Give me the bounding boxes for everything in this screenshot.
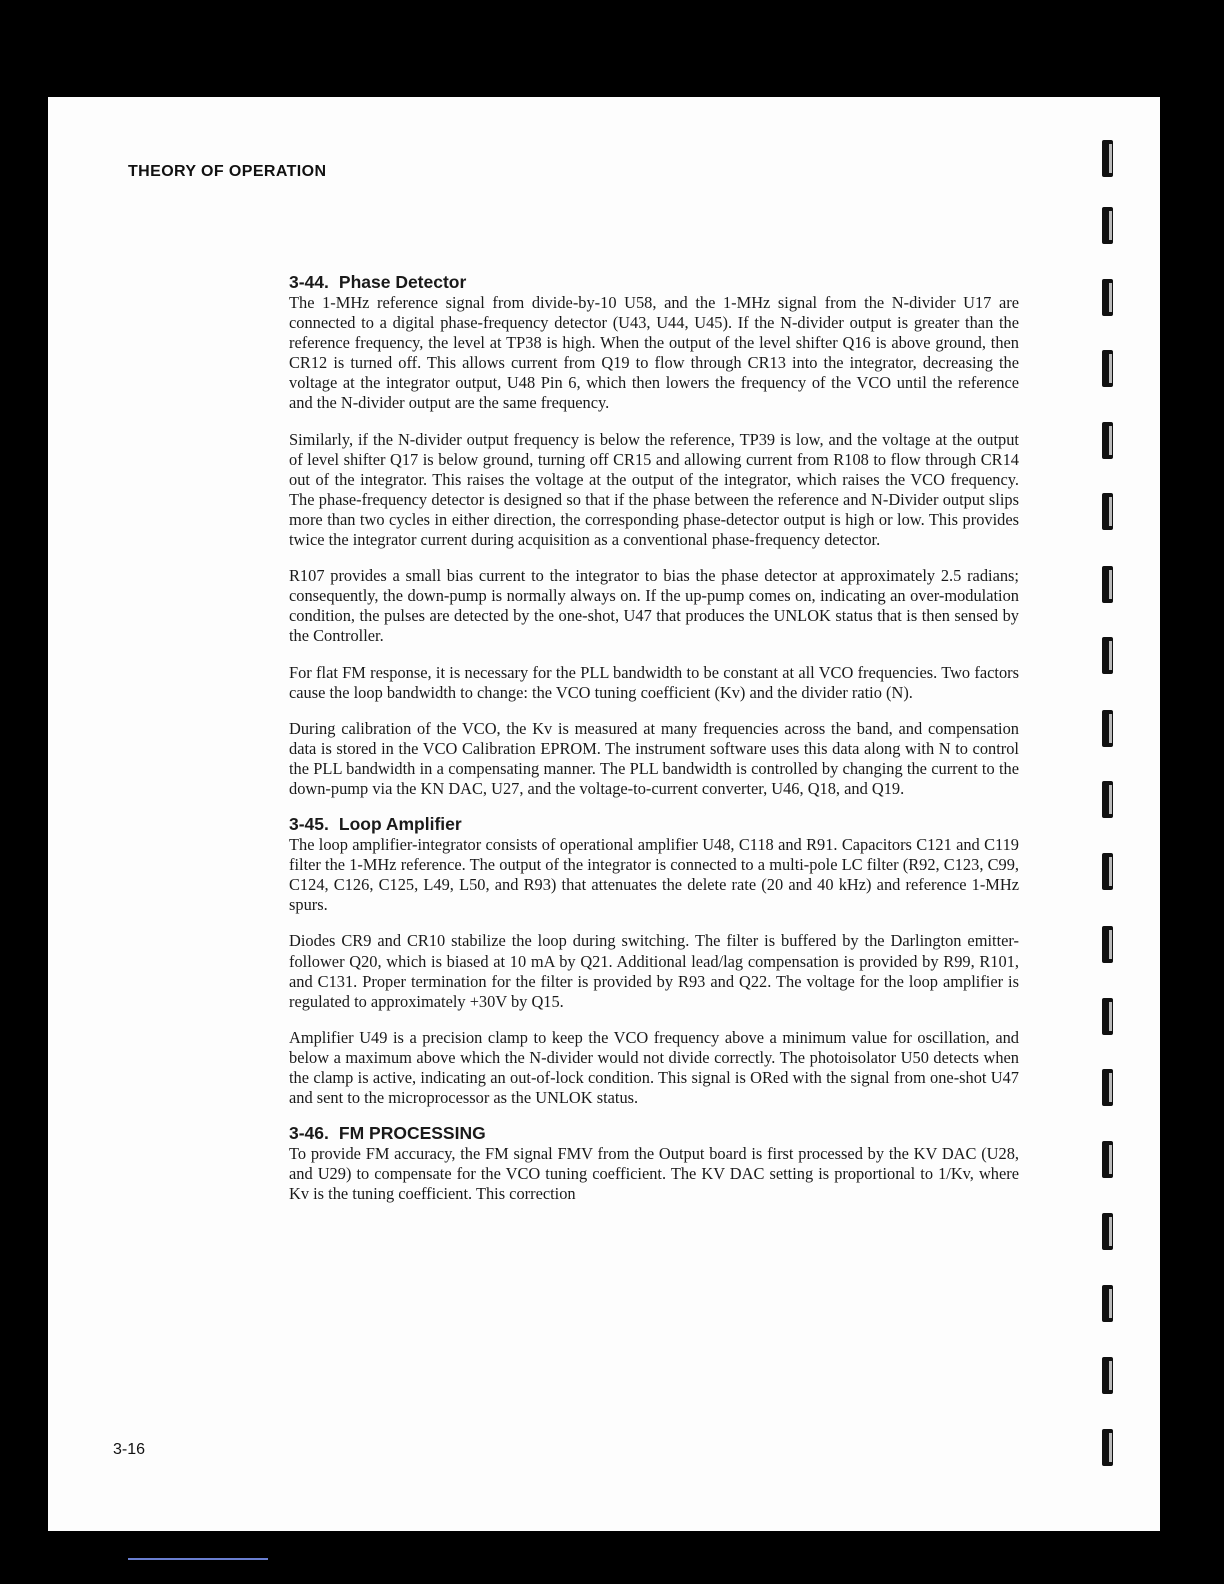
binder-mark [1102, 350, 1113, 387]
paragraph: R107 provides a small bias current to the integrator to bias the phase detector at approximately 2.5 radians; consequently, the down-pump is normally always on. If the up-pump comes on, indicating an over-modulation condition, the pulses are detected by the one-shot, U47 that produces the UNLOK status that is then sensed by the Controller. [289, 566, 1019, 646]
binder-tab-marks [1102, 97, 1122, 1531]
binder-mark [1102, 279, 1113, 316]
binder-mark [1102, 710, 1113, 747]
section-number: 3-45. [289, 814, 329, 835]
paragraph: Diodes CR9 and CR10 stabilize the loop during switching. The filter is buffered by the Darlington emitter-follower Q20, which is biased at 10 mA by Q21. Additional lead/lag compensation is provided by R99, R101, and C131. Proper termination for the filter is provided by R93 and Q22. The voltage for the loop amplifier is regulated to approximately +30V by Q15. [289, 931, 1019, 1011]
binder-mark [1102, 1069, 1113, 1106]
binder-mark [1102, 566, 1113, 603]
binder-mark [1102, 422, 1113, 459]
binder-mark [1102, 1429, 1113, 1466]
manual-page [48, 97, 1160, 1531]
section-title: Loop Amplifier [338, 814, 462, 835]
section-title: Phase Detector [338, 272, 467, 292]
paragraph: The loop amplifier-integrator consists of operational amplifier U48, C118 and R91. Capacitors C121 and C119 filter the 1-MHz reference. The output of the integrator is connected to a multi-pole LC filter (R92, C123, C99, C124, C126, C125, L49, L50, and R93) that attenuates the delete rate (20 and 40 kHz) and reference 1-MHz spurs. [289, 835, 1019, 915]
binder-mark [1102, 781, 1113, 818]
section-heading-loop-amplifier [289, 813, 1019, 835]
binder-mark [1102, 140, 1113, 177]
body-text [289, 271, 1019, 1220]
section-heading-fm-processing [289, 1122, 1019, 1144]
binder-mark [1102, 926, 1113, 963]
binder-mark [1102, 1357, 1113, 1394]
section-number: 3-44. [289, 272, 329, 292]
binder-mark [1102, 998, 1113, 1035]
scan-artifact-line [128, 1558, 268, 1560]
section-number: 3-46. [289, 1123, 329, 1144]
paragraph: Similarly, if the N-divider output frequency is below the reference, TP39 is low, and the voltage at the output of level shifter Q17 is below ground, turning off CR15 and allowing current from R108 to flow through CR14 out of the integrator. This raises the voltage at the output of the integrator, which raises the VCO frequency. The phase-frequency detector is designed so that if the phase between the reference and N-Divider output slips more than two cycles in either direction, the corresponding phase-detector output is high or low. This provides twice the integrator current during acquisition as a conventional phase-frequency detector. [289, 429, 1019, 550]
paragraph: The 1-MHz reference signal from divide-by-10 U58, and the 1-MHz signal from the N-divider U17 are connected to a digital phase-frequency detector (U43, U44, U45). If the N-divider output is greater than the reference frequency, the level at TP38 is high. When the output of the level shifter Q16 is above ground, then CR12 is turned off. This allows current from Q19 to flow through CR13 into the integrator, decreasing the voltage at the integrator output, U48 Pin 6, which then lowers the frequency of the VCO until the reference and the N-divider output are the same frequency. [289, 293, 1019, 413]
binder-mark [1102, 493, 1113, 530]
binder-mark [1102, 637, 1113, 674]
binder-mark [1102, 207, 1113, 244]
paragraph: To provide FM accuracy, the FM signal FMV from the Output board is first processed by the KV DAC (U28, and U29) to compensate for the VCO tuning coefficient. The KV DAC setting is proportional to 1/Kv, where Kv is the tuning coefficient. This correction [289, 1144, 1019, 1204]
binder-mark [1102, 1213, 1113, 1250]
page-number: 3-16 [113, 1441, 146, 1458]
binder-mark [1102, 853, 1113, 890]
paragraph: For flat FM response, it is necessary for the PLL bandwidth to be constant at all VCO frequencies. Two factors cause the loop bandwidth to change: the VCO tuning coefficient (Kv) and the divider ratio (N). [289, 662, 1019, 702]
binder-mark [1102, 1285, 1113, 1322]
binder-mark [1102, 1141, 1113, 1178]
paragraph: During calibration of the VCO, the Kv is measured at many frequencies across the band, and compensation data is stored in the VCO Calibration EPROM. The instrument software uses this data along with N to control the PLL bandwidth in a compensating manner. The PLL bandwidth is controlled by changing the current to the down-pump via the KN DAC, U27, and the voltage-to-current converter, U46, Q18, and Q19. [289, 718, 1019, 798]
paragraph: Amplifier U49 is a precision clamp to keep the VCO frequency above a minimum value for oscillation, and below a maximum above which the N-divider would not divide correctly. The photoisolator U50 detects when the clamp is active, indicating an out-of-lock condition. This signal is ORed with the signal from one-shot U47 and sent to the microprocessor as the UNLOK status. [289, 1027, 1019, 1108]
section-heading-phase-detector [289, 271, 1019, 293]
running-head: THEORY OF OPERATION [128, 163, 327, 180]
section-title: FM PROCESSING [338, 1123, 486, 1144]
